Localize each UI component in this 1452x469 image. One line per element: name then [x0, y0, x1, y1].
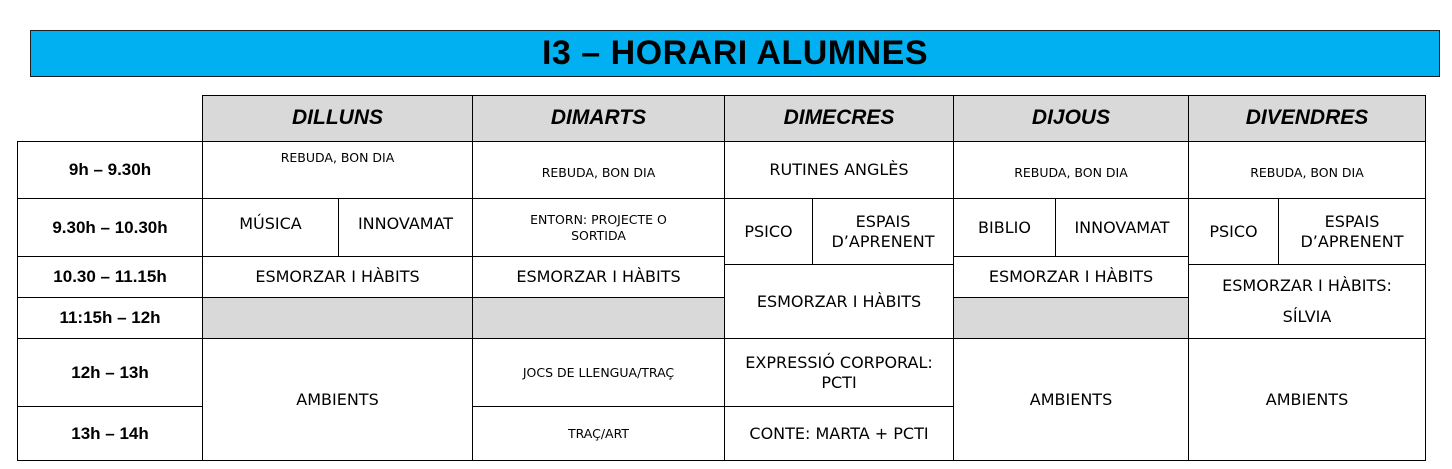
- schedule-title: I3 – HORARI ALUMNES: [541, 34, 929, 72]
- time-slot-6: 13h – 14h: [17, 406, 203, 461]
- dijous-biblio: BIBLIO: [953, 198, 1056, 257]
- dilluns-musica: MÚSICA: [202, 198, 339, 257]
- dimecres-psico: PSICO: [724, 198, 813, 265]
- time-slot-4: 11:15h – 12h: [17, 297, 203, 339]
- time-slot-1: 9h – 9.30h: [17, 141, 203, 199]
- dimecres-expressio: EXPRESSIÓ CORPORAL: PCTI: [724, 338, 954, 407]
- dimarts-rebuda: REBUDA, BON DIA: [472, 141, 725, 199]
- dimarts-empty-slot: [472, 297, 725, 339]
- day-header-dimecres: DIMECRES: [724, 95, 954, 142]
- dimecres-conte: CONTE: MARTA + PCTI: [724, 406, 954, 461]
- dimecres-esmorzar: ESMORZAR I HÀBITS: [724, 264, 954, 339]
- divendres-psico: PSICO: [1188, 198, 1279, 265]
- dilluns-esmorzar: ESMORZAR I HÀBITS: [202, 256, 473, 298]
- divendres-rebuda: REBUDA, BON DIA: [1188, 141, 1426, 199]
- time-slot-5: 12h – 13h: [17, 338, 203, 407]
- dilluns-empty-slot: [202, 297, 473, 339]
- day-header-dimarts: DIMARTS: [472, 95, 725, 142]
- dimecres-rutines: RUTINES ANGLÈS: [724, 141, 954, 199]
- dimecres-espais: ESPAIS D’APRENENT: [812, 198, 954, 265]
- time-slot-3: 10.30 – 11.15h: [17, 256, 203, 298]
- dilluns-rebuda: REBUDA, BON DIA: [202, 141, 473, 199]
- dijous-esmorzar: ESMORZAR I HÀBITS: [953, 256, 1189, 298]
- day-header-divendres: DIVENDRES: [1188, 95, 1426, 142]
- time-slot-2: 9.30h – 10.30h: [17, 198, 203, 257]
- dimarts-jocs-llengua: JOCS DE LLENGUA/TRAÇ: [472, 338, 725, 407]
- day-header-dilluns: DILLUNS: [202, 95, 473, 142]
- dijous-empty-slot: [953, 297, 1189, 339]
- dimarts-esmorzar: ESMORZAR I HÀBITS: [472, 256, 725, 298]
- divendres-esmorzar: ESMORZAR I HÀBITS: SÍLVIA: [1188, 264, 1426, 339]
- dijous-rebuda: REBUDA, BON DIA: [953, 141, 1189, 199]
- dijous-innovamat: INNOVAMAT: [1055, 198, 1189, 257]
- dilluns-innovamat: INNOVAMAT: [338, 198, 473, 257]
- divendres-ambients: AMBIENTS: [1188, 338, 1426, 461]
- dimarts-trac-art: TRAÇ/ART: [472, 406, 725, 461]
- dilluns-ambients: AMBIENTS: [202, 338, 473, 461]
- divendres-espais: ESPAIS D’APRENENT: [1278, 198, 1426, 265]
- day-header-dijous: DIJOUS: [953, 95, 1189, 142]
- dijous-ambients: AMBIENTS: [953, 338, 1189, 461]
- dimarts-entorn: ENTORN: PROJECTE O SORTIDA: [472, 198, 725, 257]
